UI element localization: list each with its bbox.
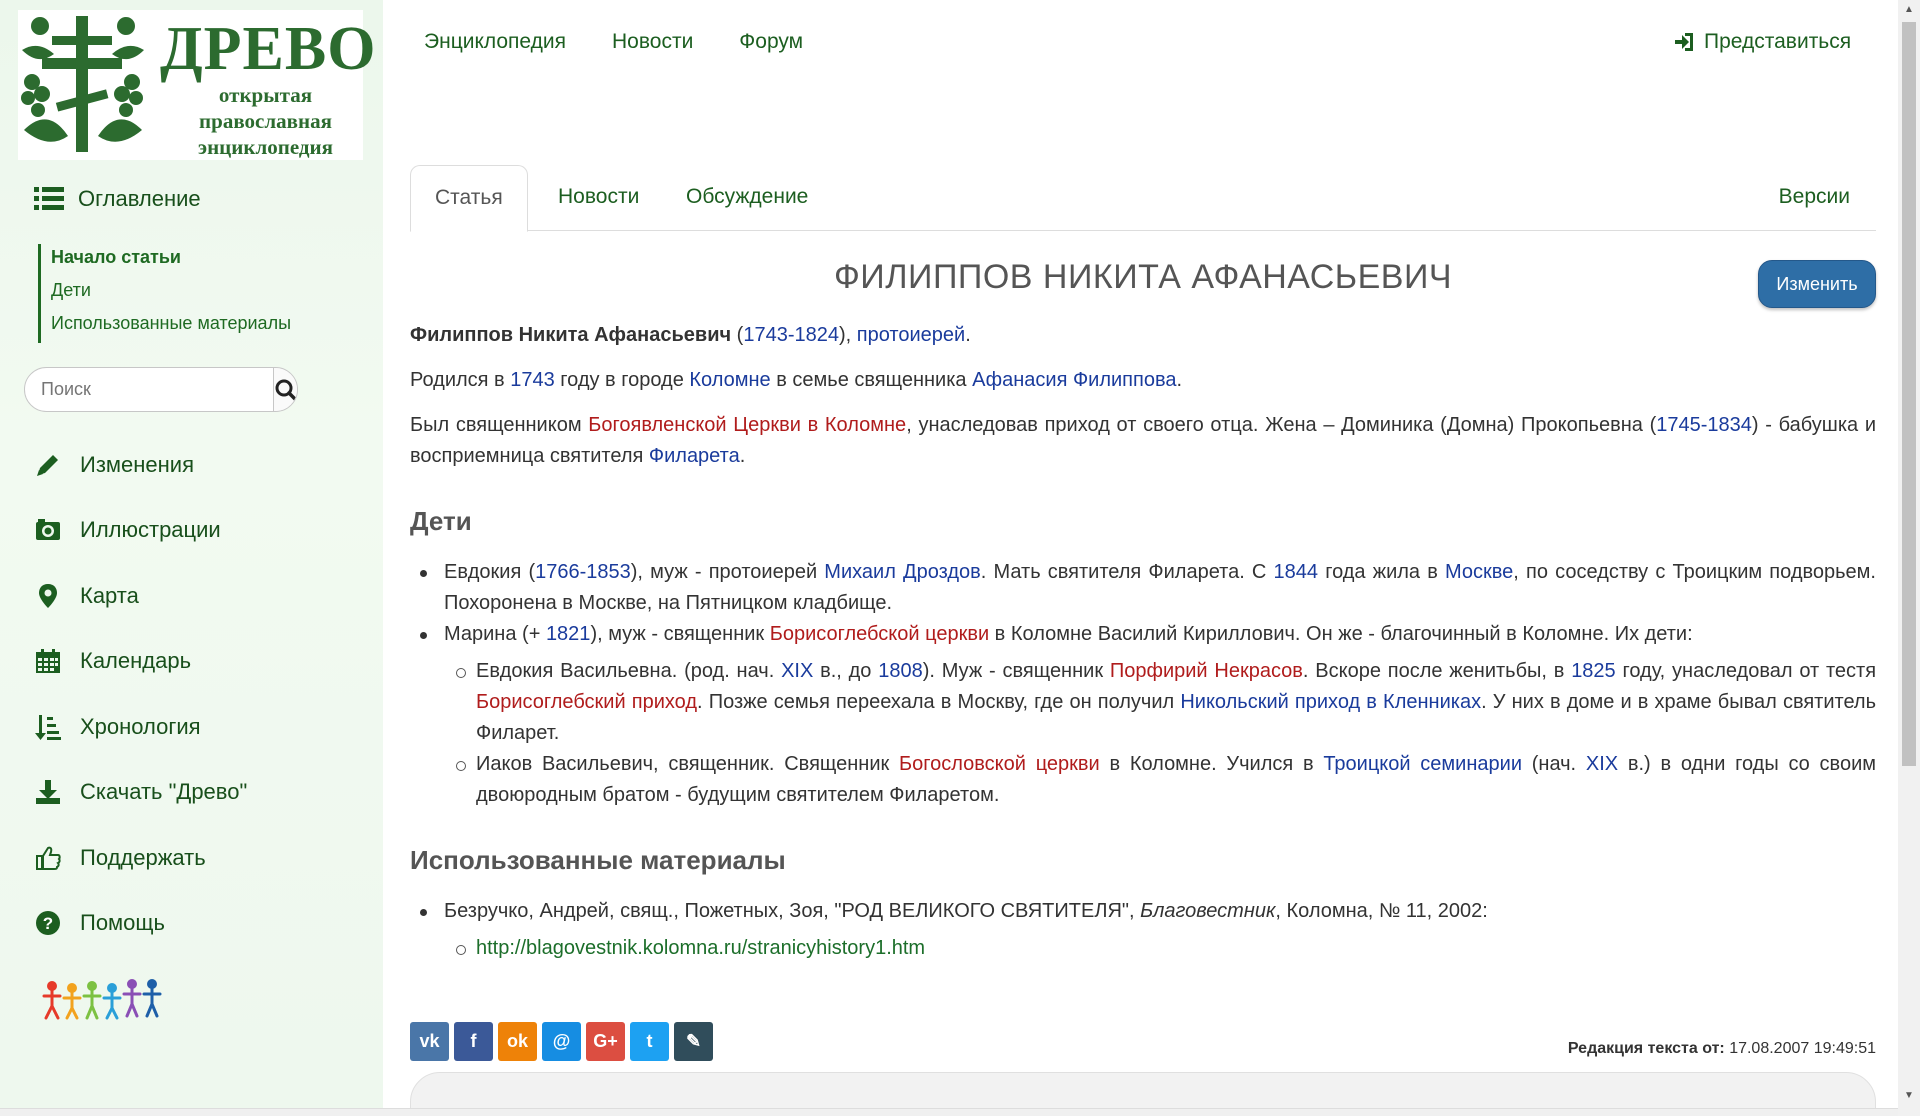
logo-line-1: открытая	[218, 83, 313, 107]
text: .	[1176, 369, 1183, 391]
logo-line-3: энциклопедия	[198, 135, 333, 159]
moimir-share-icon[interactable]: @	[542, 1022, 581, 1061]
link-year[interactable]: 1825	[1571, 660, 1616, 682]
list-icon	[34, 186, 64, 212]
sidebar-item-label: Изменения	[80, 451, 194, 477]
text: (нач.	[1522, 753, 1586, 775]
logo-title: ДРЕВО	[160, 15, 377, 83]
link-saint[interactable]: Филарета	[648, 445, 740, 467]
text: Был священником	[410, 414, 589, 436]
text: Евдокия Васильевна. (род. нач.	[476, 660, 782, 682]
text: Евдокия (	[444, 561, 536, 583]
sidebar-item-chronology[interactable]	[34, 694, 247, 760]
text: в.) в одни годы со своим двоюродным братом - будущим святителем Филаретом.	[476, 753, 1876, 806]
login-link[interactable]	[1674, 30, 1851, 54]
link-church[interactable]: Богословской церкви	[899, 753, 1100, 775]
redaction-label: Редакция текста от:	[1567, 1040, 1725, 1057]
sidebar-item-label: Помощь	[80, 910, 165, 936]
sidebar-nav	[34, 432, 247, 956]
link-year[interactable]: 1844	[1273, 561, 1319, 583]
vk-share-icon[interactable]: vk	[410, 1022, 449, 1061]
article-paragraph-service	[410, 410, 1876, 472]
list-item	[476, 656, 1876, 749]
article-tabs	[410, 165, 1876, 231]
link-church[interactable]: Богоявленской Церкви в Коломне	[588, 414, 907, 436]
search-input[interactable]	[25, 368, 273, 411]
help-icon	[34, 909, 62, 937]
search-button[interactable]	[273, 368, 298, 411]
sidebar-item-calendar[interactable]	[34, 629, 247, 695]
sidebar-item-label: Скачать "Древо"	[80, 779, 248, 805]
toc-link-start[interactable]: Начало статьи	[51, 247, 181, 267]
sources-list	[444, 896, 1876, 964]
logo-emblem-icon	[18, 10, 148, 158]
page-title: ФИЛИППОВ НИКИТА АФАНАСЬЕВИЧ	[833, 258, 1453, 296]
link-rank[interactable]: протоиерей	[856, 324, 966, 346]
twitter-share-icon[interactable]: t	[630, 1022, 669, 1061]
link-church[interactable]: Борисоглебской церкви	[769, 623, 990, 645]
logo-line-2: православная	[199, 109, 332, 133]
link-parish[interactable]: Борисоглебский приход	[476, 691, 698, 713]
tab-news[interactable]: Новости	[558, 185, 640, 208]
facebook-share-icon[interactable]: f	[454, 1022, 493, 1061]
link-city[interactable]: Коломне	[689, 369, 771, 391]
toc-link-children[interactable]: Дети	[51, 280, 91, 300]
text: году в городе	[554, 369, 690, 391]
text: в Коломне Василий Кириллович. Он же - благочинный в Коломне. Их дети:	[989, 623, 1693, 645]
text: года жила в	[1318, 561, 1446, 583]
text: в Коломне. Учился в	[1099, 753, 1324, 775]
sidebar	[0, 0, 383, 1116]
article-intro	[410, 320, 1876, 351]
text: .	[739, 445, 746, 467]
livejournal-share-icon[interactable]: ✎	[674, 1022, 713, 1061]
text: ), муж - священник	[590, 623, 770, 645]
nav-news[interactable]: Новости	[612, 30, 694, 53]
window-bottom-edge	[0, 1108, 1898, 1116]
sidebar-item-label: Поддержать	[80, 844, 206, 870]
link-city[interactable]: Москве	[1445, 561, 1514, 583]
pencil-icon	[34, 451, 62, 479]
article-content	[410, 248, 1876, 1061]
link-years[interactable]: 1766-1853	[535, 561, 631, 583]
toc-link-sources[interactable]: Использованные материалы	[51, 313, 292, 333]
link-years[interactable]: 1745-1834	[1656, 414, 1752, 436]
text: ). Муж - священник	[922, 660, 1110, 682]
download-icon	[34, 778, 62, 806]
grandchildren-list	[476, 656, 1876, 811]
tab-versions[interactable]: Версии	[1778, 185, 1850, 208]
scroll-up-icon[interactable]: ▲	[1904, 4, 1914, 15]
sidebar-item-help[interactable]	[34, 891, 247, 957]
tab-article[interactable]: Статья	[410, 165, 528, 232]
redaction-info	[1568, 1040, 1876, 1058]
thumbs-up-icon	[34, 844, 62, 872]
text: в семье священника	[770, 369, 973, 391]
link-husband[interactable]: Порфирий Некрасов	[1109, 660, 1303, 682]
toc-links	[38, 244, 291, 343]
text: Марина (+	[444, 623, 546, 645]
link-century[interactable]: XIX	[1585, 753, 1619, 775]
journal-name: Благовестник	[1140, 900, 1276, 922]
link-father[interactable]: Афанасия Филиппова	[972, 369, 1177, 391]
text: . Позже семья переехала в Москву, где он получил	[697, 691, 1181, 713]
camera-icon	[34, 516, 62, 544]
article-paragraph-birth	[410, 365, 1876, 396]
text: ),	[839, 324, 857, 346]
link-century[interactable]: XIX	[781, 660, 814, 682]
link-years[interactable]: 1743-1824	[743, 324, 839, 346]
text: Родился в	[410, 369, 511, 391]
text: Иаков Васильевич, священник. Священник	[476, 753, 900, 775]
list-item	[444, 557, 1876, 619]
list-item	[444, 896, 1876, 964]
link-year[interactable]: 1808	[878, 660, 923, 682]
text: . Мать святителя Филарета. С	[980, 561, 1274, 583]
text: .	[965, 324, 971, 346]
nav-forum[interactable]: Форум	[739, 30, 804, 53]
sidebar-item-label: Хронология	[80, 713, 201, 739]
sidebar-item-label: Календарь	[80, 648, 192, 674]
tab-discussion[interactable]: Обсуждение	[686, 185, 809, 208]
text: (	[731, 324, 744, 346]
link-husband[interactable]: Михаил Дроздов	[824, 561, 981, 583]
svg-text:?: ?	[42, 914, 54, 934]
list-item	[476, 933, 1876, 964]
link-year[interactable]: 1743	[510, 369, 555, 391]
text: , по соседству с Троицким подворьем. Похоронена в Москве, на Пятницком кладбище.	[444, 561, 1876, 614]
children-heading: Дети	[410, 506, 472, 536]
text: , унаследовав приход от своего отца. Жена – Доминика (Домна) Прокопьевна (	[906, 414, 1657, 436]
text: Безручко, Андрей, свящ., Пожетных, Зоя, "РОД ВЕЛИКОГО СВЯТИТЕЛЯ",	[444, 900, 1141, 922]
sidebar-item-download[interactable]	[34, 760, 247, 826]
source-url-link[interactable]: http://blagovestnik.kolomna.ru/stranicyhistory1.htm	[476, 937, 926, 959]
sources-heading: Использованные материалы	[410, 845, 786, 875]
chronology-icon	[34, 713, 62, 741]
text: . У них в доме и в храме бывал святитель Филарет.	[476, 691, 1877, 744]
edit-button[interactable]: Изменить	[1758, 260, 1876, 308]
sidebar-item-label: Иллюстрации	[80, 517, 221, 543]
toc-header[interactable]	[34, 186, 201, 212]
site-logo[interactable]	[18, 10, 377, 160]
link-seminary[interactable]: Троицкой семинарии	[1323, 753, 1522, 775]
list-item	[444, 619, 1876, 811]
scrollbar-thumb[interactable]	[1902, 22, 1916, 766]
scroll-down-icon[interactable]: ▼	[1904, 1090, 1914, 1101]
sources-sublist	[476, 933, 1876, 964]
sidebar-item-changes[interactable]	[34, 432, 247, 498]
calendar-icon	[34, 647, 62, 675]
search-box	[24, 367, 298, 412]
text: . Вскоре после женитьбы, в	[1302, 660, 1572, 682]
logo-subtitle	[183, 82, 348, 160]
toc-label: Оглавление	[78, 186, 201, 211]
scrollbar[interactable]	[1898, 0, 1920, 1116]
people-logo-icon[interactable]	[42, 976, 164, 1024]
top-nav	[424, 30, 803, 54]
nav-encyclopedia[interactable]: Энциклопедия	[424, 30, 566, 53]
sidebar-item-label: Карта	[80, 582, 139, 608]
search-icon	[274, 378, 298, 402]
sidebar-item-support[interactable]	[34, 825, 247, 891]
list-item	[476, 749, 1876, 811]
map-marker-icon	[34, 582, 62, 610]
sidebar-item-map[interactable]	[34, 563, 247, 629]
login-label: Представиться	[1704, 30, 1852, 53]
text: году, унаследовал от тестя	[1615, 660, 1877, 682]
text: , Коломна, № 11, 2002:	[1275, 900, 1488, 922]
children-list	[444, 557, 1876, 811]
sidebar-item-illustrations[interactable]	[34, 498, 247, 564]
redaction-date: 17.08.2007 19:49:51	[1729, 1040, 1876, 1057]
sign-in-icon	[1674, 32, 1694, 52]
text: ), муж - протоиерей	[630, 561, 825, 583]
link-parish[interactable]: Никольский приход в Кленниках	[1180, 691, 1482, 713]
odnoklassniki-share-icon[interactable]: ok	[498, 1022, 537, 1061]
article-subject: Филиппов Никита Афанасьевич	[410, 324, 732, 346]
text: в., до	[813, 660, 879, 682]
link-year[interactable]: 1821	[545, 623, 591, 645]
text: ) - бабушка и восприемница святителя	[410, 414, 1877, 467]
googleplus-share-icon[interactable]: G+	[586, 1022, 625, 1061]
